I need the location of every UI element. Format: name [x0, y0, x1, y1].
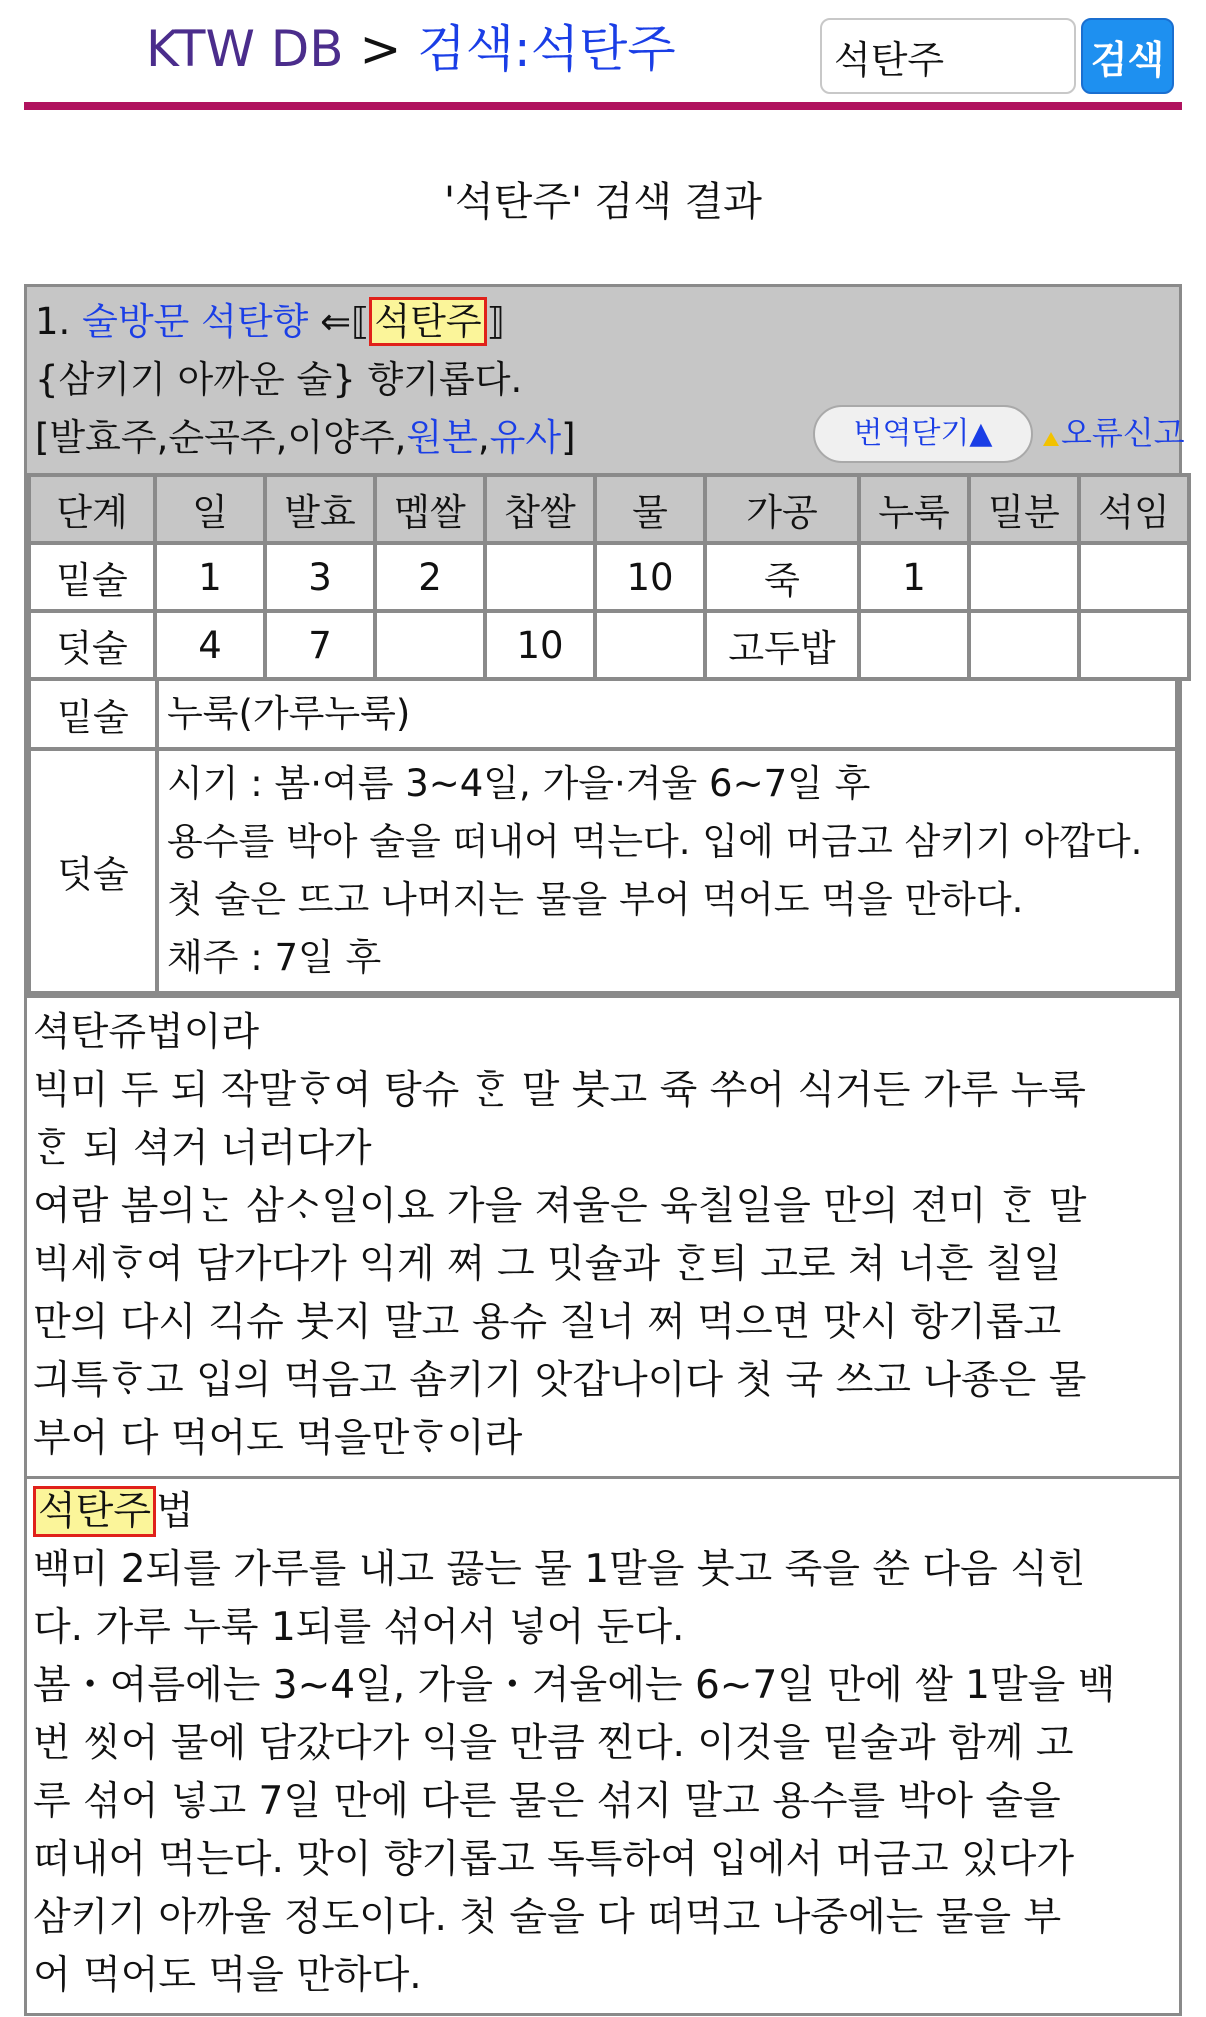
original-line: 만의 다시 긱슈 붓지 말고 용슈 질너 쩌 먹으면 맛시 항기롭고: [33, 1300, 1062, 1345]
recipe-cell: [597, 613, 703, 677]
site-home-link[interactable]: KTW DB: [146, 20, 344, 78]
translation-line: 봄・여름에는 3~4일, 가을・겨울에는 6~7일 만에 쌀 1말을 백: [33, 1663, 1116, 1708]
note-label: 덧술: [31, 751, 155, 991]
original-line: 셕탄쥬법이라: [33, 1010, 260, 1055]
result-card: [24, 284, 1185, 2016]
recipe-cell: 1: [861, 545, 967, 609]
breadcrumb: [146, 14, 676, 84]
translation-line: 다. 가루 누룩 1되를 섞어서 넣어 둔다.: [33, 1605, 685, 1650]
search-button[interactable]: 검색: [1081, 18, 1174, 94]
recipe-cell: [971, 545, 1077, 609]
note-label: 밑술: [31, 681, 155, 747]
recipe-header-cell: 물: [597, 477, 703, 541]
recipe-cell: 7: [267, 613, 373, 677]
recipe-stage-cell: 덧술: [31, 613, 153, 677]
recipe-header-cell: 단계: [31, 477, 153, 541]
tag-similar-link[interactable]: 유사: [489, 416, 562, 459]
recipe-header-cell: 밀분: [971, 477, 1077, 541]
search-input[interactable]: [820, 18, 1076, 94]
original-line: ᄒᆞᆫ 되 셕거 너러다가: [33, 1126, 372, 1171]
entry-header: [27, 287, 1185, 473]
translation-title-highlight: 석탄주: [33, 1486, 156, 1537]
page-title: '석탄주' 검색 결과: [444, 179, 762, 225]
entry-number: 1.: [35, 300, 71, 343]
tag-original-link[interactable]: 원본: [406, 416, 478, 459]
recipe-cell: [1081, 613, 1187, 677]
recipe-cell: [487, 545, 593, 609]
header-divider: [24, 102, 1182, 110]
note-text: [159, 681, 1175, 747]
entry-summary: {삼키기 아까운 술} 향기롭다.: [35, 358, 523, 401]
recipe-cell: 2: [377, 545, 483, 609]
note-line: 용수를 박아 술을 떠내어 먹는다. 입에 머금고 삼키기 아깝다.: [167, 820, 1143, 863]
entry-alias-highlight: 석탄주: [369, 297, 486, 346]
recipe-header-cell: 일: [157, 477, 263, 541]
entry-title-row: [35, 293, 1171, 351]
translation-line: 어 먹어도 먹을 만하다.: [33, 1953, 422, 1998]
bracket-open: ⟦: [351, 300, 370, 343]
original-line: 여람 봄의ᄂᆞᆫ 삼ᄉᆞ일이요 가을 져울은 육칠일을 만의 젼미 ᄒᆞᆫ 말: [33, 1184, 1087, 1229]
breadcrumb-current[interactable]: 검색:석탄주: [417, 20, 676, 78]
original-line: 빅세ᄒᆞ여 담가다가 익게 쪄 그 밋슐과 ᄒᆞᆫ틔 고로 쳐 너흔 칠일: [33, 1242, 1062, 1287]
recipe-header-cell: 멥쌀: [377, 477, 483, 541]
translation-text: [27, 1476, 1179, 2013]
bracket-close: ⟧: [486, 300, 505, 343]
recipe-header-cell: 찹쌀: [487, 477, 593, 541]
recipe-cell: 고두밥: [707, 613, 857, 677]
recipe-cell: 10: [487, 613, 593, 677]
note-text: [159, 751, 1175, 991]
recipe-cell: [861, 613, 967, 677]
recipe-cell: 3: [267, 545, 373, 609]
toggle-translation-button[interactable]: 번역닫기▲: [813, 405, 1033, 463]
translation-line: 삼키기 아까울 정도이다. 첫 술을 다 떠먹고 나중에는 물을 부: [33, 1895, 1062, 1940]
recipe-header-cell: 누룩: [861, 477, 967, 541]
recipe-table: [27, 473, 1191, 681]
original-line: 긔특ᄒᆞ고 입의 먹음고 숌키기 앗갑나이다 첫 국 쓰고 나죵은 물: [33, 1358, 1087, 1403]
recipe-stage-cell: 밑술: [31, 545, 153, 609]
recipe-header-cell: 발효: [267, 477, 373, 541]
note-line: 시기 : 봄·여름 3~4일, 가을·겨울 6~7일 후: [167, 762, 871, 805]
recipe-cell: 4: [157, 613, 263, 677]
recipe-cell: 10: [597, 545, 703, 609]
tags-close: ]: [561, 416, 576, 459]
original-line: 부어 다 먹어도 먹을만ᄒᆞ이라: [33, 1416, 523, 1461]
note-line: 누룩(가루누룩): [167, 692, 411, 735]
recipe-cell: [1081, 545, 1187, 609]
recipe-cell: [377, 613, 483, 677]
recipe-cell: 죽: [707, 545, 857, 609]
note-line: 채주 : 7일 후: [167, 936, 382, 979]
note-line: 첫 술은 뜨고 나머지는 물을 부어 먹어도 먹을 만하다.: [167, 878, 1024, 921]
table-row: [31, 613, 1187, 677]
original-line: 빅미 두 되 작말ᄒᆞ여 탕슈 ᄒᆞᆫ 말 붓고 쥭 쑤어 식거든 가루 누룩: [33, 1068, 1086, 1113]
arrow-left-icon: ⇐: [320, 300, 352, 343]
entry-source-link[interactable]: 술방문: [82, 300, 190, 343]
translation-line: 루 섞어 넣고 7일 만에 다른 물은 섞지 말고 용수를 박아 술을: [33, 1779, 1061, 1824]
translation-title-suffix: 법: [156, 1489, 194, 1534]
recipe-header-cell: 석임: [1081, 477, 1187, 541]
translation-line: 번 씻어 물에 담갔다가 익을 만큼 찐다. 이것을 밑술과 함께 고: [33, 1721, 1074, 1766]
report-error-link[interactable]: [1043, 409, 1185, 457]
tags-comma: ,: [477, 416, 490, 459]
recipe-header-row: [31, 477, 1187, 541]
table-row: [31, 545, 1187, 609]
recipe-cell: 1: [157, 545, 263, 609]
warning-icon: [1043, 432, 1059, 446]
header: [0, 0, 1206, 112]
translation-title: [33, 1483, 1173, 1541]
original-text: [27, 995, 1179, 1476]
note-row: [31, 681, 1175, 747]
translation-line: 백미 2되를 가루를 내고 끓는 물 1말을 붓고 죽을 쑨 다음 식힌: [33, 1547, 1086, 1592]
recipe-cell: [971, 613, 1077, 677]
report-error-label: 오류신고: [1061, 414, 1185, 452]
note-row: [31, 751, 1175, 991]
notes-table: [27, 677, 1179, 995]
breadcrumb-separator: >: [359, 20, 402, 78]
translation-line: 떠내어 먹는다. 맛이 향기롭고 독특하여 입에서 머금고 있다가: [33, 1837, 1075, 1882]
recipe-header-cell: 가공: [707, 477, 857, 541]
tags-text: [발효주,순곡주,이양주,: [35, 416, 407, 459]
entry-name-link[interactable]: 석탄향: [201, 300, 309, 343]
